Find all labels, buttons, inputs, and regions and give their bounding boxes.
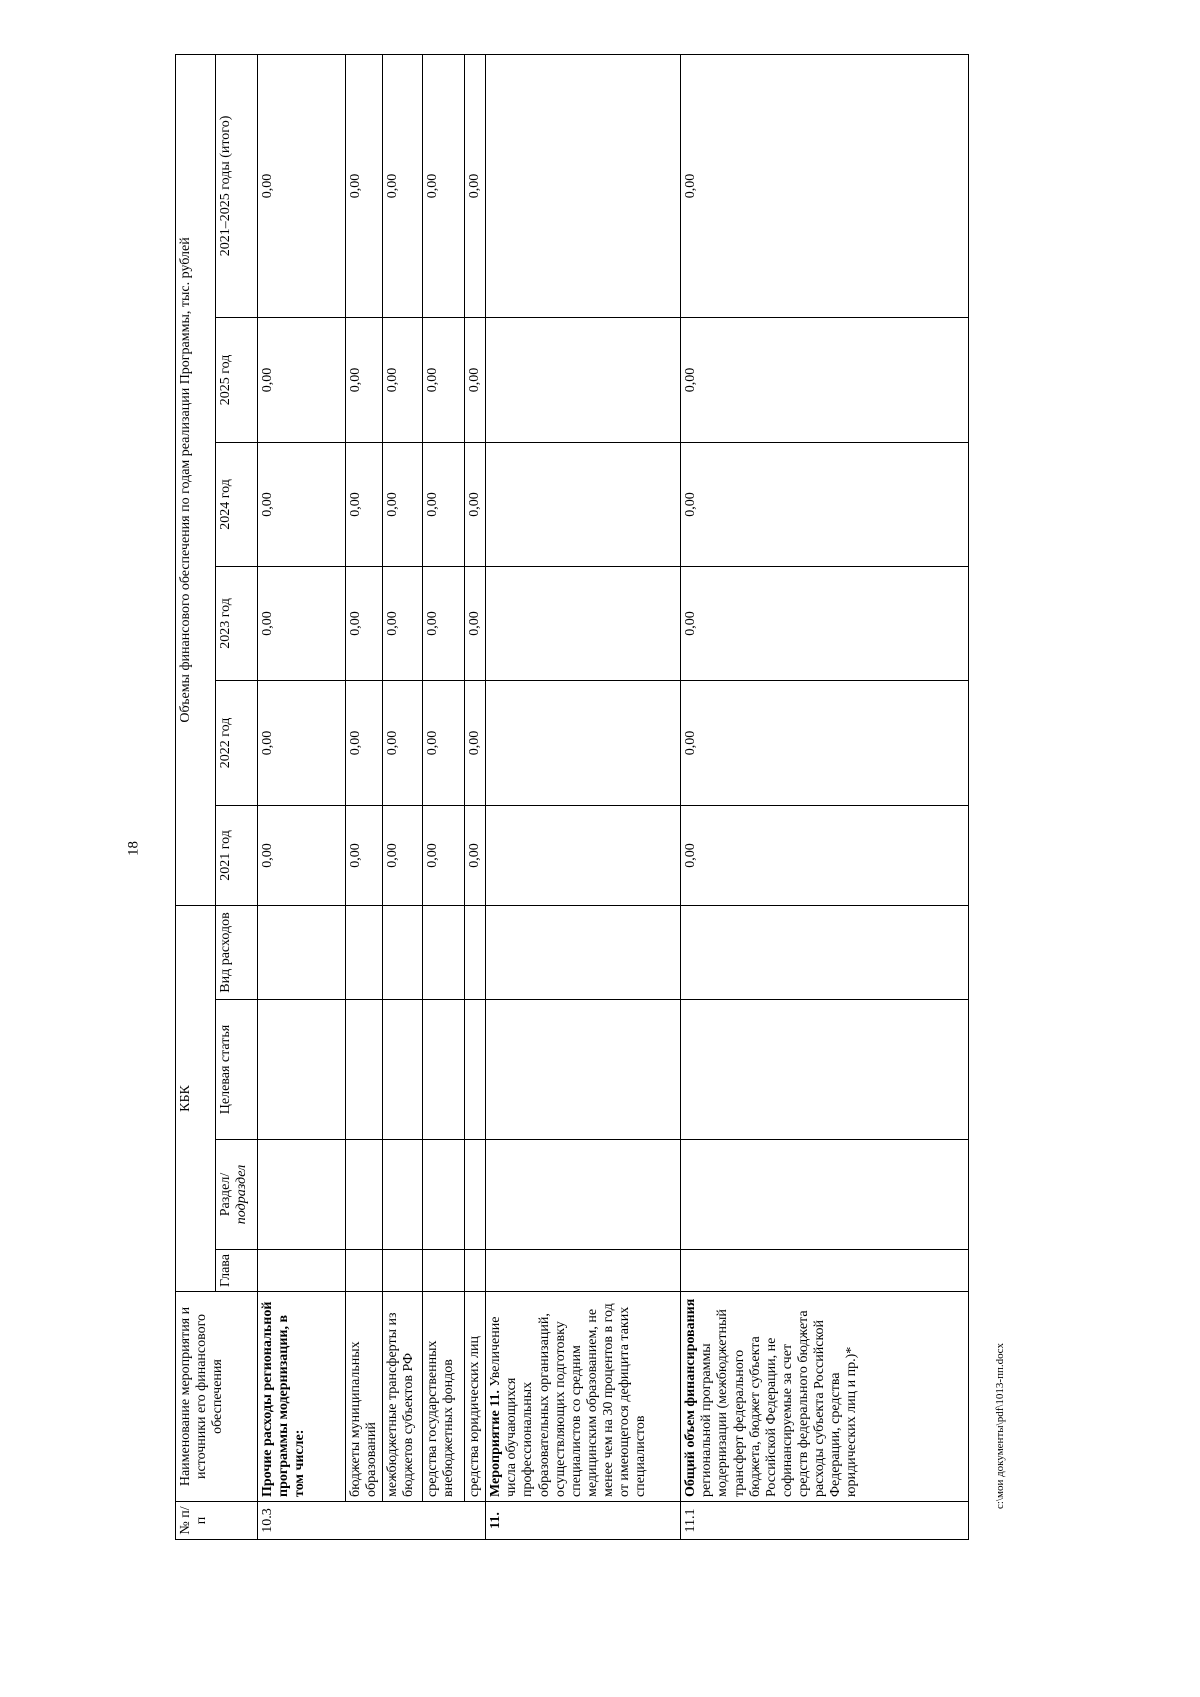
header-vid: Вид расходов bbox=[216, 905, 258, 999]
table-row bbox=[423, 54, 465, 1539]
cell-2025: 0,00 bbox=[465, 317, 486, 442]
row-name: межбюджетные трансферты из бюджетов субъектов РФ bbox=[383, 1292, 423, 1502]
cell-2022: 0,00 bbox=[383, 680, 423, 805]
cell-2023: 0,00 bbox=[681, 566, 969, 680]
table-row bbox=[258, 54, 346, 1539]
header-2023: 2023 год bbox=[216, 566, 258, 680]
cell-2022: 0,00 bbox=[346, 680, 383, 805]
cell-total: 0,00 bbox=[423, 54, 465, 317]
cell-2021: 0,00 bbox=[258, 805, 346, 905]
cell-razdel bbox=[486, 1140, 681, 1250]
row-name-text: Увеличение числа обучающихся профессиональных образовательных организаций, осуществляющих подготовку специалистов со средним медицинским образованием, не менее чем на 30 процентов в год от имеющегося дефицита таких специалистов bbox=[488, 1303, 649, 1497]
cell-2024: 0,00 bbox=[681, 442, 969, 566]
cell-2022: 0,00 bbox=[465, 680, 486, 805]
cell-2023 bbox=[486, 566, 681, 680]
table-row bbox=[346, 54, 383, 1539]
cell-razdel bbox=[465, 1140, 486, 1250]
cell-2021: 0,00 bbox=[465, 805, 486, 905]
cell-2023: 0,00 bbox=[383, 566, 423, 680]
row-num: 11. bbox=[486, 1502, 681, 1540]
table-row bbox=[486, 54, 681, 1539]
row-name-text: региональной программы модернизации (межбюджетный трансферт федерального бюджета, бюджет субъекта Российской Федерации, не софинансируемые за счет средств федерального бюджета расходы субъекта Российской Федерации, средства юридических лиц и пр.)* bbox=[699, 1309, 860, 1497]
cell-2025: 0,00 bbox=[681, 317, 969, 442]
cell-glava bbox=[423, 1250, 465, 1292]
cell-razdel bbox=[383, 1140, 423, 1250]
cell-celevaya bbox=[423, 1000, 465, 1140]
cell-2023: 0,00 bbox=[423, 566, 465, 680]
row-name: Прочие расходы региональной программы модернизации, в том числе: bbox=[258, 1292, 346, 1502]
cell-2021: 0,00 bbox=[346, 805, 383, 905]
cell-glava bbox=[346, 1250, 383, 1292]
rotated-table-container bbox=[175, 55, 950, 1540]
table-row bbox=[383, 54, 423, 1539]
page-number: 18 bbox=[125, 841, 142, 856]
cell-2024 bbox=[486, 442, 681, 566]
cell-2023: 0,00 bbox=[258, 566, 346, 680]
cell-celevaya bbox=[486, 1000, 681, 1140]
cell-total: 0,00 bbox=[465, 54, 486, 317]
row-name bbox=[681, 1292, 969, 1502]
row-name-bold: Общий объем финансирования bbox=[683, 1298, 699, 1497]
header-name: Наименование мероприятия и источники его финансового обеспечения bbox=[176, 1292, 258, 1502]
header-2025: 2025 год bbox=[216, 317, 258, 442]
cell-vid bbox=[465, 905, 486, 999]
table-row bbox=[681, 54, 969, 1539]
cell-celevaya bbox=[681, 1000, 969, 1140]
header-glava: Глава bbox=[216, 1250, 258, 1292]
cell-2023: 0,00 bbox=[465, 566, 486, 680]
cell-2022: 0,00 bbox=[423, 680, 465, 805]
header-2022: 2022 год bbox=[216, 680, 258, 805]
cell-2022 bbox=[486, 680, 681, 805]
cell-2024: 0,00 bbox=[258, 442, 346, 566]
cell-2021: 0,00 bbox=[383, 805, 423, 905]
row-num: 11.1 bbox=[681, 1502, 969, 1540]
cell-2024: 0,00 bbox=[346, 442, 383, 566]
cell-vid bbox=[681, 905, 969, 999]
cell-razdel bbox=[681, 1140, 969, 1250]
row-name-bold: Мероприятие 11. bbox=[488, 1390, 504, 1497]
table-row bbox=[465, 54, 486, 1539]
header-celevaya: Целевая статья bbox=[216, 1000, 258, 1140]
header-volumes: Объемы финансового обеспечения по годам реализации Программы, тыс. рублей bbox=[176, 54, 216, 905]
cell-celevaya bbox=[383, 1000, 423, 1140]
header-razdel-text: Раздел/ bbox=[218, 1172, 233, 1217]
cell-razdel bbox=[423, 1140, 465, 1250]
cell-2021 bbox=[486, 805, 681, 905]
header-num: № п/п bbox=[176, 1502, 258, 1540]
cell-glava bbox=[681, 1250, 969, 1292]
cell-vid bbox=[346, 905, 383, 999]
cell-total: 0,00 bbox=[383, 54, 423, 317]
cell-razdel bbox=[258, 1140, 346, 1250]
cell-celevaya bbox=[258, 1000, 346, 1140]
header-total: 2021–2025 годы (итого) bbox=[216, 54, 258, 317]
cell-glava bbox=[258, 1250, 346, 1292]
cell-razdel bbox=[346, 1140, 383, 1250]
footer-file-path: c:\мои документы\pdf\1013-пп.docx bbox=[994, 1343, 1006, 1510]
header-2024: 2024 год bbox=[216, 442, 258, 566]
financing-table bbox=[175, 54, 969, 1540]
cell-celevaya bbox=[346, 1000, 383, 1140]
cell-2025: 0,00 bbox=[383, 317, 423, 442]
cell-vid bbox=[258, 905, 346, 999]
row-name: средства юридических лиц bbox=[465, 1292, 486, 1502]
row-name bbox=[486, 1292, 681, 1502]
cell-2025: 0,00 bbox=[258, 317, 346, 442]
header-2021: 2021 год bbox=[216, 805, 258, 905]
header-podrazdel-text: подраздел bbox=[234, 1164, 250, 1225]
cell-glava bbox=[486, 1250, 681, 1292]
cell-2023: 0,00 bbox=[346, 566, 383, 680]
cell-total bbox=[486, 54, 681, 317]
cell-vid bbox=[486, 905, 681, 999]
cell-2022: 0,00 bbox=[258, 680, 346, 805]
row-name: бюджеты муниципальных образований bbox=[346, 1292, 383, 1502]
cell-2024: 0,00 bbox=[423, 442, 465, 566]
cell-2024: 0,00 bbox=[383, 442, 423, 566]
cell-total: 0,00 bbox=[346, 54, 383, 317]
cell-2025 bbox=[486, 317, 681, 442]
cell-2024: 0,00 bbox=[465, 442, 486, 566]
cell-total: 0,00 bbox=[681, 54, 969, 317]
header-razdel bbox=[216, 1140, 258, 1250]
cell-glava bbox=[383, 1250, 423, 1292]
row-num: 10.3 bbox=[258, 1502, 486, 1540]
cell-vid bbox=[423, 905, 465, 999]
row-name: средства государственных внебюджетных фондов bbox=[423, 1292, 465, 1502]
cell-2021: 0,00 bbox=[423, 805, 465, 905]
cell-2021: 0,00 bbox=[681, 805, 969, 905]
header-kbk: КБК bbox=[176, 905, 216, 1291]
cell-2022: 0,00 bbox=[681, 680, 969, 805]
cell-2025: 0,00 bbox=[346, 317, 383, 442]
cell-total: 0,00 bbox=[258, 54, 346, 317]
cell-glava bbox=[465, 1250, 486, 1292]
cell-2025: 0,00 bbox=[423, 317, 465, 442]
cell-celevaya bbox=[465, 1000, 486, 1140]
cell-vid bbox=[383, 905, 423, 999]
